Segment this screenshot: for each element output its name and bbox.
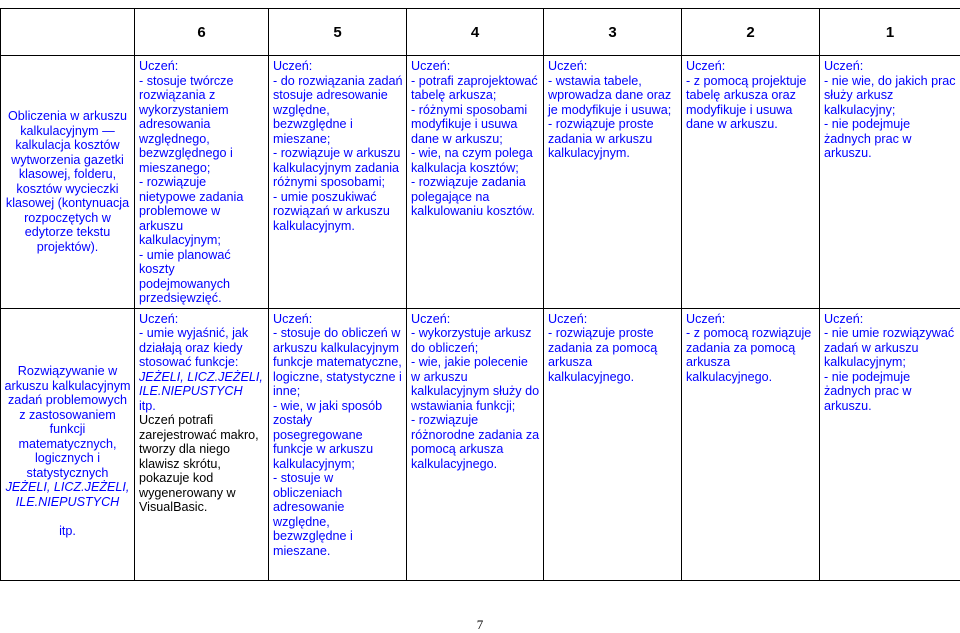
grade-6-end: itp.	[139, 399, 156, 413]
table-row	[1, 56, 960, 309]
grade-1-cell: Uczeń: - nie wie, do jakich prac służy arkusz kalkulacyjny; - nie podejmuje żadnych prac w arkuszu.	[820, 56, 960, 309]
grade-1-cell: Uczeń: - nie umie rozwiązywać zadań w arkuszu kalkulacyjnym; - nie podejmuje żadnych prac w arkuszu.	[820, 308, 960, 580]
page-number: 7	[0, 617, 960, 633]
grade-2-cell: Uczeń: - z pomocą rozwiązuje zadania za pomocą arkusza kalkulacyjnego.	[682, 308, 820, 580]
grade-6-cell	[135, 308, 269, 580]
grade-4-cell: Uczeń: - wykorzystuje arkusz do obliczeń; - wie, jakie polecenie w arkuszu kalkulacyjnym służy do wstawiania funkcji; - rozwiązuje różnorodne zadania za pomocą arkusza kalkulacyjnego.	[407, 308, 544, 580]
grade-5-cell: Uczeń: - stosuje do obliczeń w arkuszu kalkulacyjnym funkcje matematyczne, logiczne, statystyczne i inne; - wie, w jaki sposób zostały posegregowane funkcje w arkuszu kalkulacyjnym; - stosuje w obliczeniach adresowanie względne, bezwzględne i mieszane.	[269, 308, 407, 580]
header-topic	[1, 9, 135, 56]
grade-6-intro: Uczeń: - umie wyjaśnić, jak działają oraz kiedy stosować funkcje:	[139, 312, 248, 370]
grading-table	[0, 8, 960, 581]
grade-3-cell: Uczeń: - wstawia tabele, wprowadza dane oraz je modyfikuje i usuwa; - rozwiązuje proste zadania w arkuszu kalkulacyjnym.	[544, 56, 682, 309]
header-grade-5: 5	[269, 9, 407, 56]
grade-2-cell: Uczeń: - z pomocą projektuje tabelę arkusza oraz modyfikuje i usuwa dane w arkuszu.	[682, 56, 820, 309]
topic-end: itp.	[59, 524, 76, 538]
grade-6-cell: Uczeń: - stosuje twórcze rozwiązania z wykorzystaniem adresowania względnego, bezwzględnego i mieszanego; - rozwiązuje nietypowe zadania problemowe w arkuszu kalkulacyjnym; - umie planować koszty podejmowanych przedsięwzięć.	[135, 56, 269, 309]
grade-6-extra: Uczeń potrafi zarejestrować makro, tworzy dla niego klawisz skrótu, pokazuje kod wygenerowany w VisualBasic.	[139, 413, 259, 514]
header-grade-2: 2	[682, 9, 820, 56]
topic-text: Rozwiązywanie w arkuszu kalkulacyjnym zadań problemowych z zastosowaniem funkcji matematycznych, logicznych i statystycznych	[5, 364, 131, 480]
table-row	[1, 308, 960, 580]
header-grade-6: 6	[135, 9, 269, 56]
grade-6-functions: JEŻELI, LICZ.JEŻELI, ILE.NIEPUSTYCH	[139, 370, 265, 399]
topic-cell: Obliczenia w arkuszu kalkulacyjnym — kalkulacja kosztów wytworzenia gazetki klasowej, folderu, kosztów wycieczki klasowej (kontynuacja rozpoczętych w edytorze tekstu projektów).	[1, 56, 135, 309]
header-grade-4: 4	[407, 9, 544, 56]
topic-cell	[1, 308, 135, 580]
header-row	[1, 9, 960, 56]
header-grade-3: 3	[544, 9, 682, 56]
grade-5-cell: Uczeń: - do rozwiązania zadań stosuje adresowanie względne, bezwzględne i mieszane; - rozwiązuje w arkuszu kalkulacyjnym zadania różnymi sposobami; - umie poszukiwać rozwiązań w arkuszu kalkulacyjnym.	[269, 56, 407, 309]
header-grade-1: 1	[820, 9, 960, 56]
grade-3-cell: Uczeń: - rozwiązuje proste zadania za pomocą arkusza kalkulacyjnego.	[544, 308, 682, 580]
topic-functions: JEŻELI, LICZ.JEŻELI, ILE.NIEPUSTYCH	[4, 480, 131, 509]
grade-4-cell: Uczeń: - potrafi zaprojektować tabelę arkusza; - różnymi sposobami modyfikuje i usuwa dane w arkuszu; - wie, na czym polega kalkulacja kosztów; - rozwiązuje zadania polegające na kalkulowaniu kosztów.	[407, 56, 544, 309]
